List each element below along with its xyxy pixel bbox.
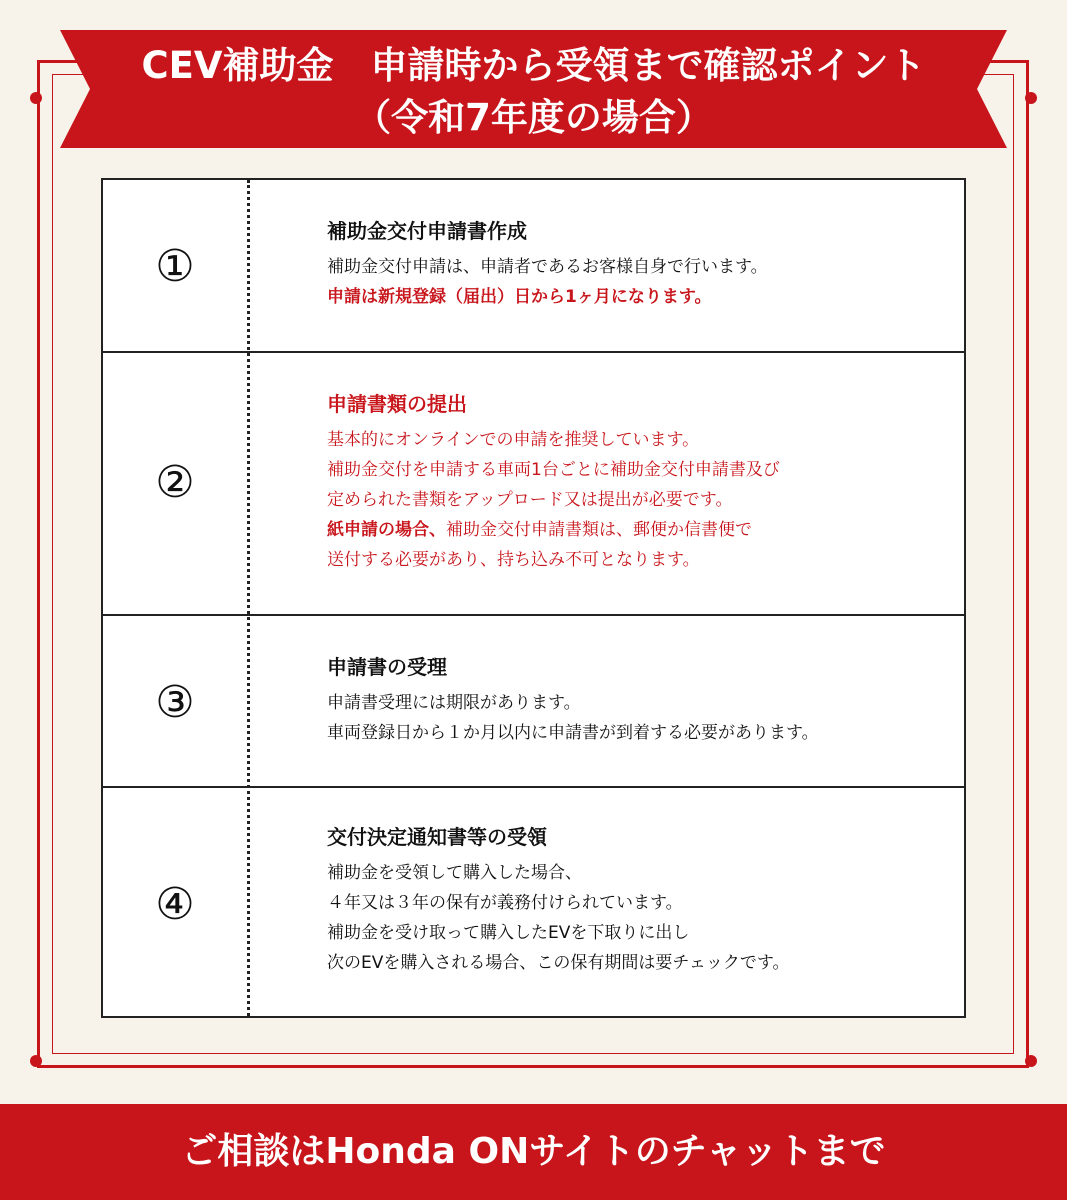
- step-text: ４年又は３年の保有が義務付けられています。: [327, 893, 683, 913]
- step-title: 補助金交付申請書作成: [327, 219, 527, 243]
- table-row: [103, 614, 964, 786]
- step-title: 申請書類の提出: [327, 392, 467, 416]
- step-text: 補助金交付申請は、申請者であるお客様自身で行います。: [327, 257, 768, 277]
- step-number: ④: [155, 879, 195, 930]
- step-text: 送付する必要があり、持ち込み不可となります。: [327, 550, 700, 570]
- step-text: 補助金交付を申請する車両1台ごとに補助金交付申請書及び: [327, 460, 780, 480]
- footer-banner: [0, 1104, 1067, 1200]
- row-content: [327, 216, 944, 312]
- step-number: ①: [155, 241, 195, 292]
- step-number: ②: [155, 457, 195, 508]
- corner-dot: [30, 92, 42, 104]
- step-text-highlight: 申請は新規登録（届出）日から1ヶ月になります。: [327, 287, 712, 307]
- step-text: 車両登録日から１か月以内に申請書が到着する必要があります。: [327, 723, 819, 743]
- footer-text: ご相談はHonda ONサイトのチャットまで: [181, 1131, 886, 1172]
- paper-application-label: 紙申請の場合、: [327, 520, 446, 540]
- step-number: ③: [155, 677, 195, 728]
- step-text: 補助金を受け取って購入したEVを下取りに出し: [327, 923, 690, 943]
- corner-dot: [30, 1055, 42, 1067]
- table-row: [103, 351, 964, 614]
- table-row: [103, 786, 964, 1016]
- title-banner: [60, 26, 1007, 152]
- step-text: 定められた書類をアップロード又は提出が必要です。: [327, 490, 733, 510]
- step-text: 次のEVを購入される場合、この保有期間は要チェックです。: [327, 953, 790, 973]
- step-text: 補助金を受領して購入した場合、: [327, 863, 582, 883]
- row-content: [327, 389, 944, 575]
- row-content: [327, 652, 944, 748]
- page-title: [60, 40, 1007, 144]
- step-title: 交付決定通知書等の受領: [327, 825, 547, 849]
- title-line-2: （令和7年度の場合）: [354, 96, 713, 139]
- step-text: 補助金交付申請書類は、郵便か信書便で: [446, 520, 752, 540]
- step-text-line: [327, 515, 944, 545]
- corner-dot: [1025, 1055, 1037, 1067]
- row-content: [327, 822, 944, 978]
- corner-dot: [1025, 92, 1037, 104]
- checkpoint-table: [101, 178, 966, 1018]
- step-text: 申請書受理には期限があります。: [327, 693, 581, 713]
- step-text: 基本的にオンラインでの申請を推奨しています。: [327, 430, 700, 450]
- table-row: [103, 180, 964, 351]
- title-line-1: CEV補助金 申請時から受領まで確認ポイント: [141, 44, 926, 87]
- step-title: 申請書の受理: [327, 655, 447, 679]
